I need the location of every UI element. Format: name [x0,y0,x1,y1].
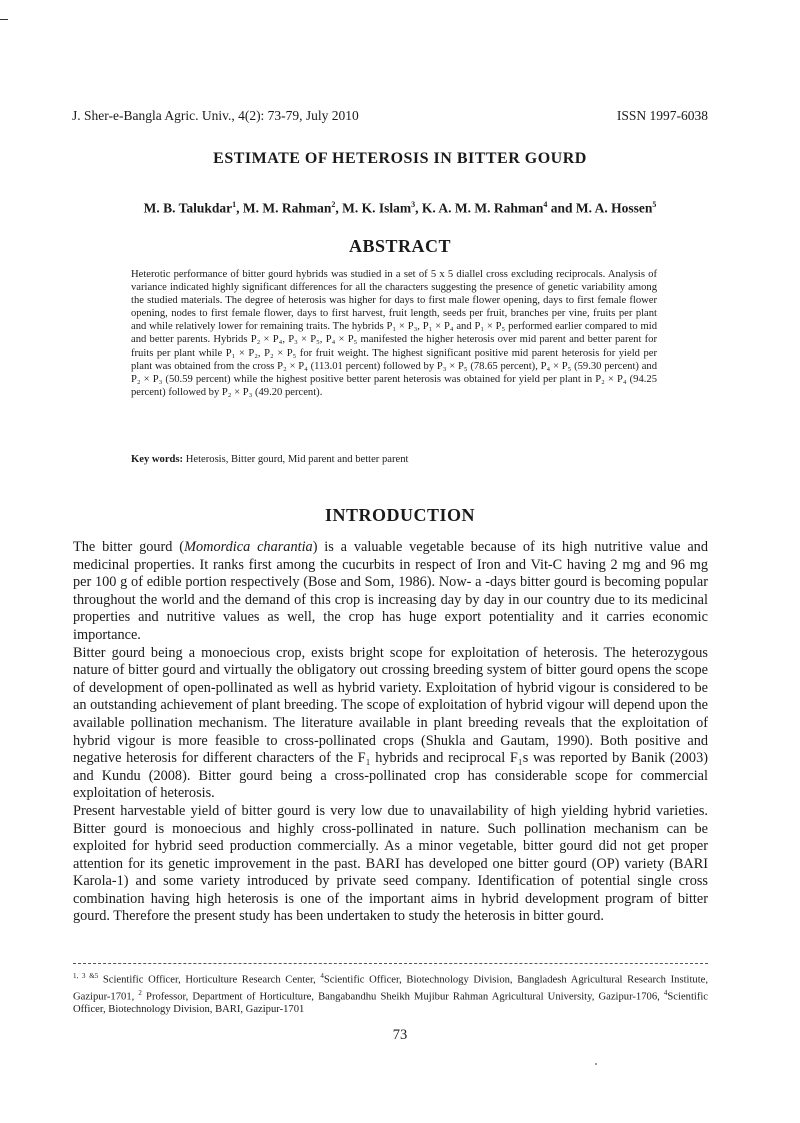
author-affiliation-mark: 4 [543,200,548,209]
scan-speck [595,1063,597,1065]
keywords [131,454,657,465]
running-header [72,108,708,124]
author: M. M. Rahman [242,200,332,216]
footnote-divider [73,963,708,964]
footnote-mark: 4 [663,988,668,997]
introduction-body [73,539,708,926]
footnote-text: Scientific Officer, Biotechnology Division, Bangladesh Agricultural Research Institute, Gazipur-1701, [73,974,708,1003]
footnote-mark: 4 [320,972,324,980]
author-affiliation-mark: 3 [411,200,416,209]
paragraph: Present harvestable yield of bitter gourd is very low due to unavailability of high yielding hybrid varieties. Bitter gourd is monoecious and highly cross-pollinated in nature. Such pollination mechanism can be exploited for hybrid seed production commercially. As a minor vegetable, bitter gourd did not get proper attention for its genetic improvement in the past. BARI has developed one bitter gourd (OP) variety (BARI Karola-1) and some variety introduced by private seed company. Identification of potential single cross combination having high heterosis is one of the important aims in hybrid development program of bitter gourd. Therefore the present study has been undertaken to study the heterosis in bitter gourd. [73,802,708,925]
keywords-text: Heterosis, Bitter gourd, Mid parent and better parent [183,454,409,465]
species-name: Momordica charantia [184,539,313,555]
footnote-mark: 1, 3 &5 [73,972,99,980]
author: M. K. Islam [342,200,412,216]
author-affiliation-mark: 2 [331,200,336,209]
keywords-label: Key words: [131,454,184,465]
introduction-heading: INTRODUCTION [324,505,476,525]
paper-title: ESTIMATE OF HETEROSIS IN BITTER GOURD [213,150,587,167]
paragraph-text: ) is a valuable vegetable because of its high nutritive value and medicinal properties. It ranks first among the cucurbits in respect of Iron and Vit-C having 2 mg and 96 mg per 100 g of edible portion respectively (Bose and Som, 1986). Now- a -days bitter gourd is becoming popular throughout the world and the demand of this crop is increasing day by day in our country due to its medicinal properties and nutritive values as well, the crop has huge export potentiality and it carries economic importance. [73,539,708,643]
abstract-heading: ABSTRACT [348,236,452,256]
author-separator: , [236,200,243,216]
issn: ISSN 1997-6038 [616,108,708,123]
affiliation-footnote [73,970,708,1016]
journal-citation: J. Sher-e-Bangla Agric. Univ., 4(2): 73-79, July 2010 [72,108,359,123]
paragraph [73,539,708,645]
page-number: 73 [392,1027,408,1043]
paragraph-text: The bitter gourd ( [73,539,185,555]
footnote-text: Scientific Officer, Biotechnology Division, BARI, Gazipur-1701 [73,991,709,1016]
edge-mark [0,19,8,20]
abstract-text: Heterotic performance of bitter gourd hybrids was studied in a set of 5 x 5 diallel cross excluding reciprocals. Analysis of variance indicated highly significant differences for all the characters suggesting the presence of genetic variability among the studied materials. The degree of heterosis was higher for days to first male flower opening, days to first female flower opening, nodes to first female flower, days to first harvest, fruit length, seeds per fruit, branches per vine, fruits per plant and while relatively lower for remaining traits. The hybrids P₁ × P₃, P₁ × P₄ and P₁ × P₅ performed earlier compared to mid and better parents. Hybrids P₂ × P₄, P₃ × P₅, P₄ × P₅ manifested the higher heterosis over mid parent and better parent for fruits per plant while P₁ × P₂, P₂ × P₅ for fruit weight. The highest significant positive mid parent heterosis for yield per plant was obtained from the cross P₂ × P₄ (113.01 percent) followed by P₃ × P₅ (78.65 percent), P₄ × P₅ (59.30 percent) and P₂ × P₃ (50.59 percent) while the highest positive better parent heterosis was obtained for yield per plant in P₂ × P₄ (94.25 percent) followed by P₂ × P₃ (49.20 percent). [131,269,657,398]
author: M. A. Hossen [575,200,653,216]
author-separator: , [415,200,422,216]
author-affiliation-mark: 1 [232,200,237,209]
paragraph: Bitter gourd being a monoecious crop, exists bright scope for exploitation of heterosis. The heterozygous nature of bitter gourd and virtually the obligatory out crossing breeding system of bitter gourd opens the scope of development of open-pollinated as well as hybrid variety. Exploitation of hybrid vigour is considered to be an outstanding achievement of plant breeding. The scope of exploitation of hybrid vigour will depend upon the available pollination mechanism. The literature available in plant breeding reveals that the exploitation of hybrid vigour is more feasible to cross-pollinated crops (Shukla and Gautam, 1990). Both positive and negative heterosis for different characters of the F₁ hybrids and reciprocal F₁s was reported by Banik (2003) and Kundu (2008). Bitter gourd being a cross-pollinated crop has considerable scope for commercial exploitation of heterosis. [73,644,708,802]
author-separator: and [547,200,576,216]
footnote-text: Professor, Department of Horticulture, Bangabandhu Sheikh Mujibur Rahman Agricultural University, Gazipur-1706, [141,991,664,1003]
author-affiliation-mark: 5 [652,200,657,209]
author: M. B. Talukdar [143,200,233,216]
footnote-mark: 2 [138,988,142,997]
footnote-text: Scientific Officer, Horticulture Research Center, [98,974,321,986]
author-separator: , [335,200,343,216]
author: K. A. M. M. Rahman [421,200,544,216]
author-list [0,200,800,217]
